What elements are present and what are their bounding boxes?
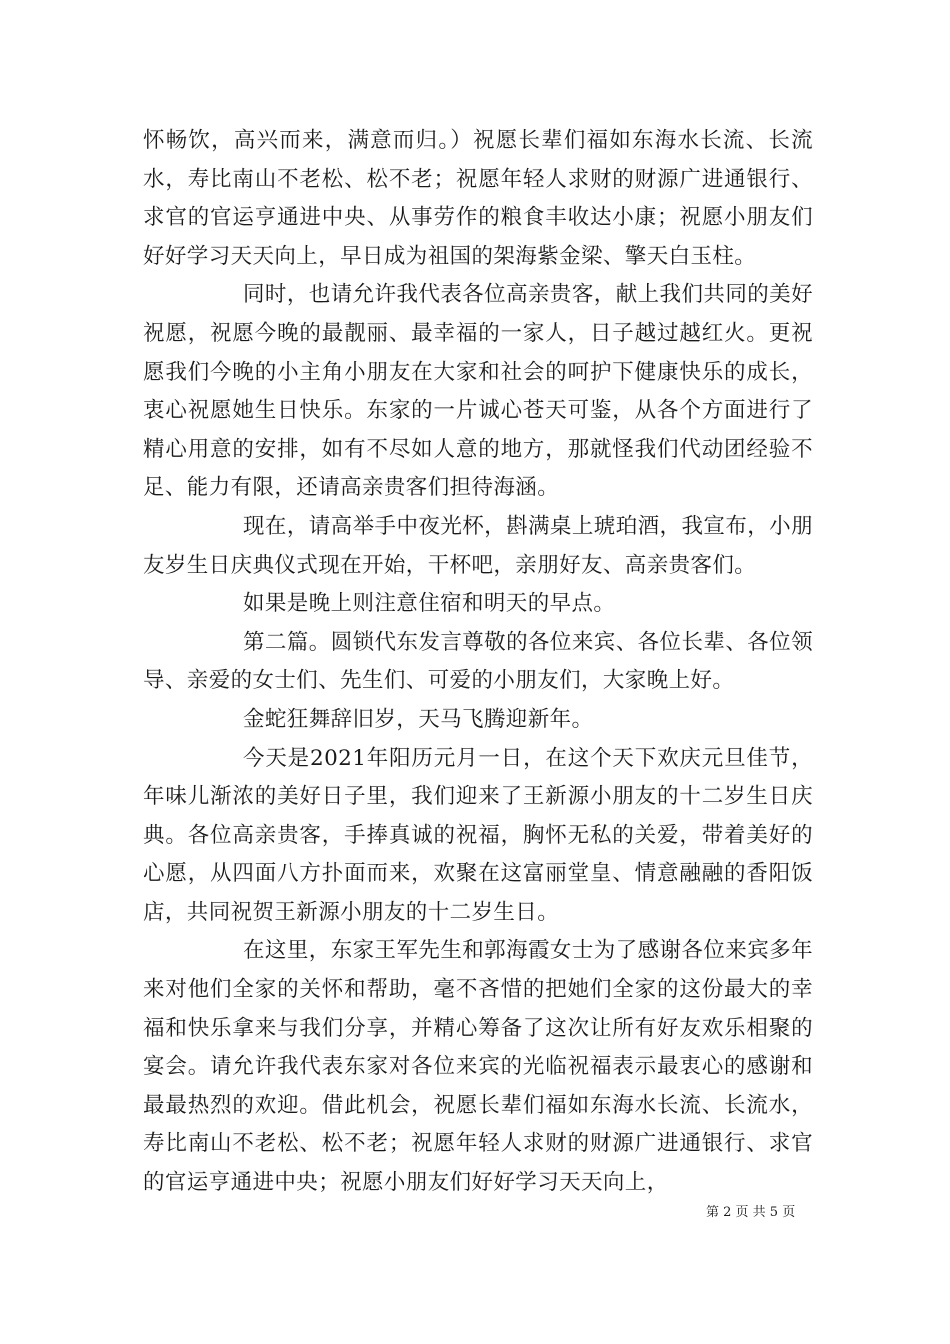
paragraph-3: 现在，请高举手中夜光杯，斟满桌上琥珀酒，我宣布，小朋友岁生日庆典仪式现在开始，干杯吧，亲朋好友、高亲贵客们。 — [143, 513, 813, 578]
paragraph-6: 金蛇狂舞辞旧岁，天马飞腾迎新年。 — [243, 706, 594, 732]
paragraph-8: 在这里，东家王军先生和郭海霞女士为了感谢各位来宾多年来对他们全家的关怀和帮助，毫不吝惜的把她们全家的这份最大的幸福和快乐拿来与我们分享，并精心筹备了这次让所有好友欢乐相聚的宴会。请允许我代表东家对各位来宾的光临祝福表示最衷心的感谢和最最热烈的欢迎。借此机会，祝愿长辈们福如东海水长流、长流水，寿比南山不老松、松不老；祝愿年轻人求财的财源广进通银行、求官的官运亨通进中央；祝愿小朋友们好好学习天天向上， — [143, 938, 813, 1196]
paragraph-2: 同时，也请允许我代表各位高亲贵客，献上我们共同的美好祝愿，祝愿今晚的最靓丽、最幸福的一家人，日子越过越红火。更祝愿我们今晚的小主角小朋友在大家和社会的呵护下健康快乐的成长，衷心祝愿她生日快乐。东家的一片诚心苍天可鉴，从各个方面进行了精心用意的安排，如有不尽如人意的地方，那就怪我们代动团经验不足、能力有限，还请高亲贵客们担待海涵。 — [143, 282, 813, 501]
paragraph-5: 第二篇。圆锁代东发言尊敬的各位来宾、各位长辈、各位领导、亲爱的女士们、先生们、可爱的小朋友们，大家晚上好。 — [143, 629, 813, 694]
paragraph-7: 今天是2021年阳历元月一日，在这个天下欢庆元旦佳节，年味儿渐浓的美好日子里，我们迎来了王新源小朋友的十二岁生日庆典。各位高亲贵客，手捧真诚的祝福，胸怀无私的关爱，带着美好的心愿，从四面八方扑面而来，欢聚在这富丽堂皇、情意融融的香阳饭店，共同祝贺王新源小朋友的十二岁生日。 — [143, 745, 813, 925]
paragraph-4: 如果是晚上则注意住宿和明天的早点。 — [243, 591, 616, 617]
paragraph-1: 怀畅饮，高兴而来，满意而归。）祝愿长辈们福如东海水长流、长流水，寿比南山不老松、松不老；祝愿年轻人求财的财源广进通银行、求官的官运亨通进中央、从事劳作的粮食丰收达小康；祝愿小朋友们好好学习天天向上，早日成为祖国的架海紫金梁、擎天白玉柱。 — [143, 128, 813, 269]
page-number-footer: 第 2 页 共 5 页 — [706, 1205, 796, 1220]
document-body — [143, 122, 813, 1203]
